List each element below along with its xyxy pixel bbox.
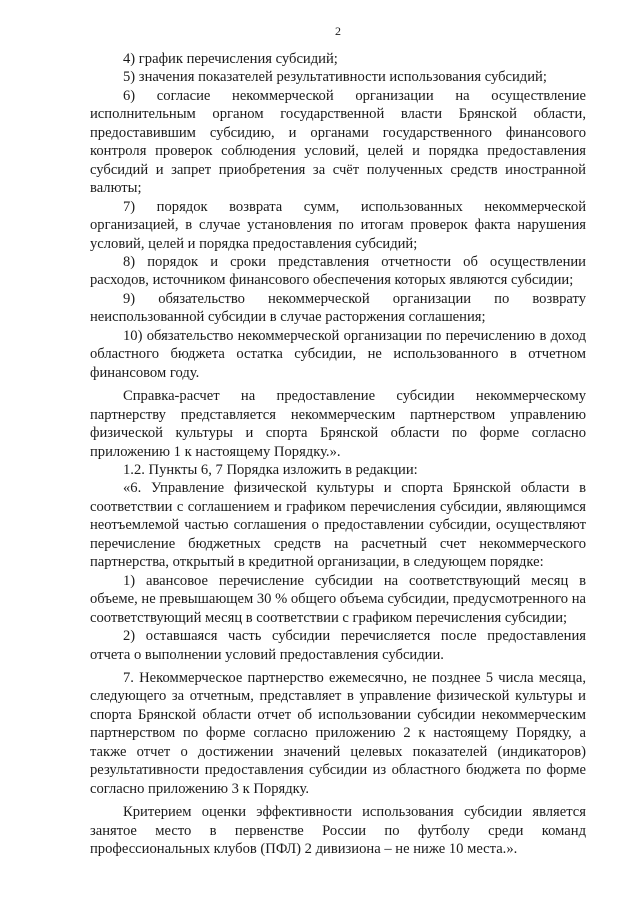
paragraph-amendment-1-2: 1.2. Пункты 6, 7 Порядка изложить в редакции: — [123, 461, 418, 478]
paragraph-criterion: Критерием оценки эффективности использования субсидии является занятое место в первенстве России по футболу среди команд профессиональных клубов (ПФЛ) 2 дивизиона – не ниже 10 места.». — [90, 804, 586, 858]
paragraph-item-5: 5) значения показателей результативности использования субсидий; — [123, 69, 547, 86]
paragraph-item-9: 9) обязательство некоммерческой организации по возврату неиспользованной субсидии в случае расторжения соглашения; — [90, 290, 586, 326]
paragraph-clause-6-item-2: 2) оставшаяся часть субсидии перечисляется после предоставления отчета о выполнении условий предоставления субсидии. — [90, 628, 586, 663]
paragraph-reference-note: Справка-расчет на предоставление субсидии некоммерческому партнерству представляется некоммерческим партнерством управлению физической культуры и спорта Брянской области по форме согласно приложению 1 к настоящему Порядку.». — [90, 388, 586, 460]
paragraph-item-10: 10) обязательство некоммерческой организации по перечислению в доход областного бюджета остатка субсидии, не использованного в отчетном финансовом году. — [90, 327, 586, 381]
page-number: 2 — [335, 24, 341, 38]
paragraph-item-7: 7) порядок возврата сумм, использованных некоммерческой организацией, в случае установления по итогам проверок факта нарушения условий, целей и порядка предоставления субсидий; — [90, 198, 586, 252]
paragraph-clause-7: 7. Некоммерческое партнерство ежемесячно, не позднее 5 числа месяца, следующего за отчетным, представляет в управление физической культуры и спорта Брянской области отчет об использовании субсидии некоммерческим партнерством по форме согласно приложению 2 к настоящему Порядку, а также отчет о достижении значений целевых показателей (индикаторов) результативности предоставления субсидии из областного бюджета по форме согласно приложению 3 к Порядку. — [90, 669, 586, 797]
document-page — [90, 24, 586, 858]
paragraph-clause-6: «6. Управление физической культуры и спорта Брянской области в соответствии с соглашением и графиком перечисления субсидии, являющимся неотъемлемой частью соглашения о предоставлении субсидии, осуществляют перечисление бюджетных средств на расчетный счет некоммерческого партнерства, открытый в кредитной организации, в следующем порядке: — [90, 480, 586, 571]
paragraph-clause-6-item-1: 1) авансовое перечисление субсидии на соответствующий месяц в объеме, не превышающем 30 % общего объема субсидии, предусмотренного на соответствующий месяц в соответствии с графиком перечисления субсидии; — [90, 572, 586, 626]
paragraph-item-8: 8) порядок и сроки представления отчетности об осуществлении расходов, источником финансового обеспечения которых являются субсидии; — [90, 253, 586, 289]
paragraph-item-6: 6) согласие некоммерческой организации на осуществление исполнительным органом государственной власти Брянской области, предоставившим субсидию, и органами государственного финансового контроля проверок соблюдения условий, целей и порядка предоставления субсидий и запрет приобретения за счёт полученных средств иностранной валюты; — [90, 87, 586, 197]
paragraph-item-4: 4) график перечисления субсидий; — [123, 51, 338, 67]
